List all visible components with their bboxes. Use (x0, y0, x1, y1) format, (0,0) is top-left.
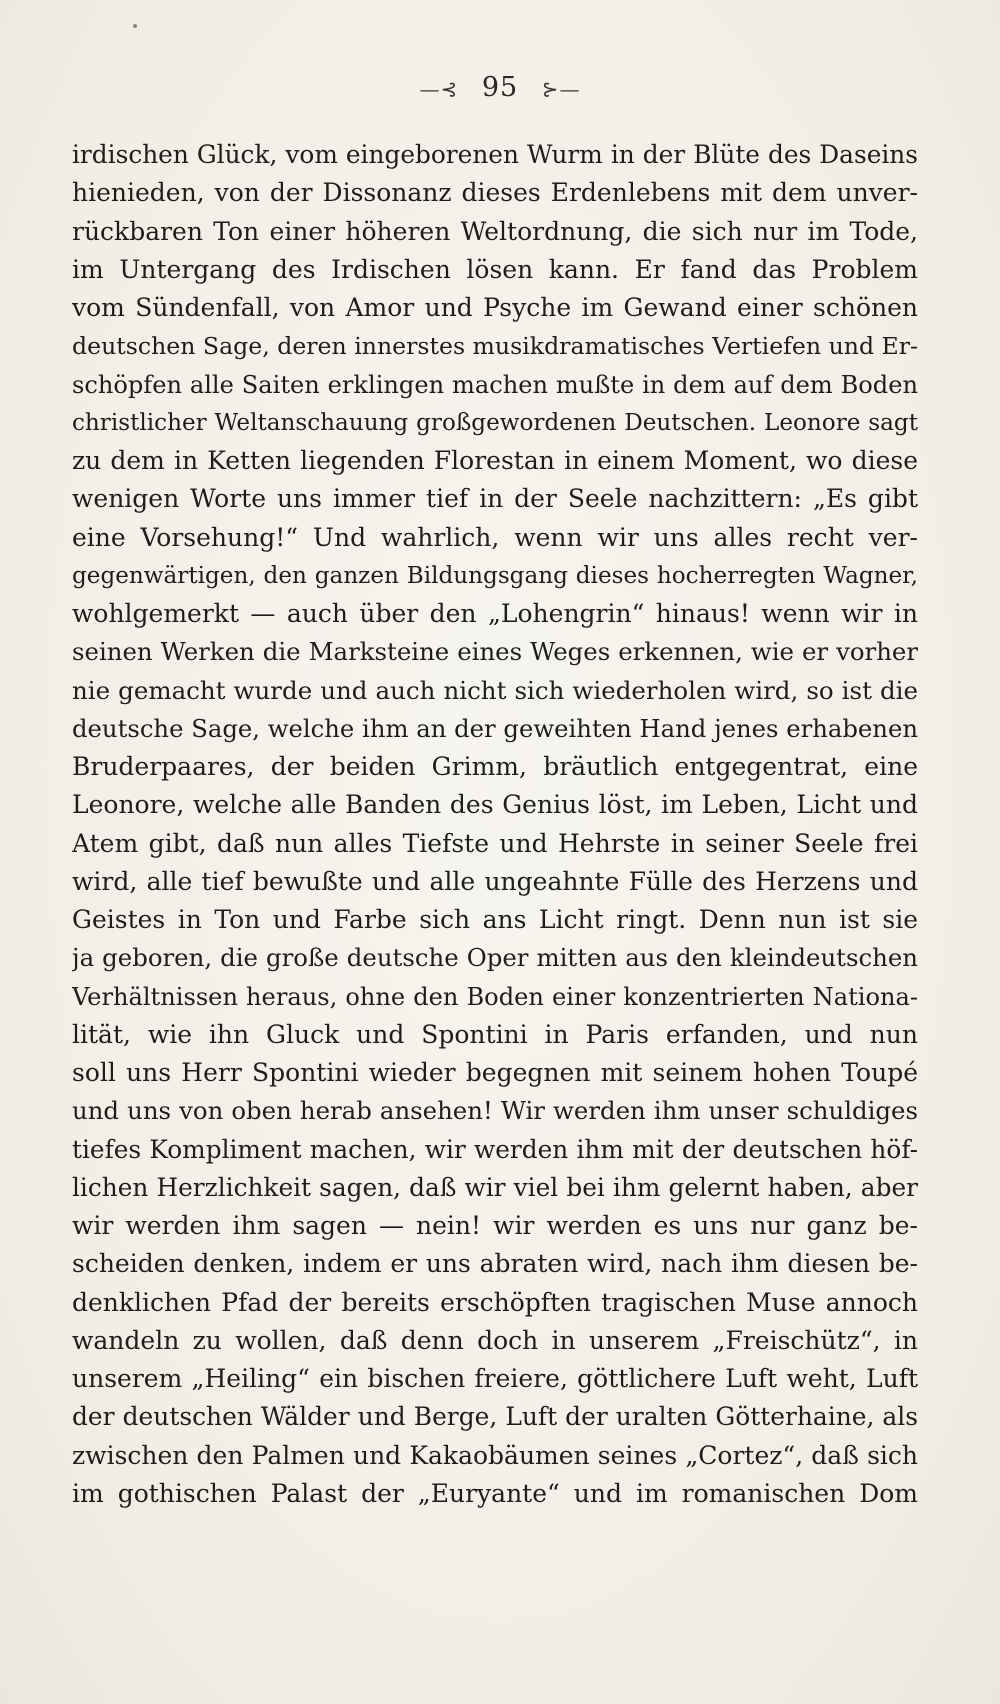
text-line: eine Vorsehung!“ Und wahrlich, wenn wir uns alles recht ver- (72, 522, 918, 552)
ornament-right: ⊱— (541, 76, 581, 101)
text-line: rückbaren Ton einer höheren Weltordnung, die sich nur im Tode, (72, 216, 918, 246)
text-line: denklichen Pfad der bereits erschöpften tragischen Muse annoch (72, 1287, 918, 1317)
text-line: deutschen Sage, deren innerstes musikdramatisches Vertiefen und Er- (72, 332, 918, 361)
text-line: schöpfen alle Saiten erklingen machen mußte in dem auf dem Boden (72, 370, 918, 399)
text-line: Atem gibt, daß nun alles Tiefste und Hehrste in seiner Seele frei (72, 828, 918, 858)
text-line: wenigen Worte uns immer tief in der Seele nachzittern: „Es gibt (72, 484, 918, 514)
text-line: vom Sündenfall, von Amor und Psyche im Gewand einer schönen (72, 293, 918, 322)
page-header (0, 72, 1000, 103)
text-line: irdischen Glück, vom eingeborenen Wurm in der Blüte des Daseins (72, 140, 918, 169)
text-line: im gothischen Palast der „Euryante“ und im romanischen Dom (72, 1478, 918, 1508)
text-line: wandeln zu wollen, daß denn doch in unserem „Freischütz“, in (72, 1325, 918, 1355)
text-line: Geistes in Ton und Farbe sich ans Licht ringt. Denn nun ist sie (72, 905, 918, 934)
text-line: deutsche Sage, welche ihm an der geweihten Hand jenes erhabenen (72, 713, 918, 743)
text-line: wird, alle tief bewußte und alle ungeahnte Fülle des Herzens und (72, 866, 918, 896)
text-line: gegenwärtigen, den ganzen Bildungsgang dieses hocherregten Wagner, (72, 562, 918, 589)
text-line: soll uns Herr Spontini wieder begegnen mit seinem hohen Toupé (72, 1058, 918, 1087)
text-line: Verhältnissen heraus, ohne den Boden einer konzentrierten Nationa- (72, 982, 918, 1011)
text-line: Leonore, welche alle Banden des Genius löst, im Leben, Licht und (72, 790, 918, 820)
text-line: tiefes Kompliment machen, wir werden ihm mit der deutschen höf- (72, 1134, 918, 1164)
text-line: seinen Werken die Marksteine eines Weges erkennen, wie er vorher (72, 637, 918, 667)
text-line: hienieden, von der Dissonanz dieses Erdenlebens mit dem unver- (72, 178, 918, 208)
ornament-left: —⊰ (419, 76, 459, 101)
text-line: zu dem in Ketten liegenden Florestan in einem Moment, wo diese (72, 446, 918, 475)
text-line: und uns von oben herab ansehen! Wir werden ihm unser schuldiges (72, 1096, 918, 1126)
text-line: im Untergang des Irdischen lösen kann. Er fand das Problem (72, 254, 918, 284)
text-line: Bruderpaares, der beiden Grimm, bräutlich entgegentrat, eine (72, 752, 918, 781)
body-text (72, 136, 918, 1513)
text-line: der deutschen Wälder und Berge, Luft der uralten Götterhaine, als (72, 1402, 918, 1432)
text-line: nie gemacht wurde und auch nicht sich wiederholen wird, so ist die (72, 675, 918, 705)
text-line: ja geboren, die große deutsche Oper mitten aus den kleindeutschen (72, 943, 918, 973)
text-line: scheiden denken, indem er uns abraten wird, nach ihm diesen be- (72, 1249, 918, 1279)
text-line: zwischen den Palmen und Kakaobäumen seines „Cortez“, daß sich (72, 1440, 918, 1470)
text-line: wohlgemerkt — auch über den „Lohengrin“ hinaus! wenn wir in (72, 599, 918, 628)
text-line: wir werden ihm sagen — nein! wir werden es uns nur ganz be- (72, 1211, 918, 1240)
text-line: lichen Herzlichkeit sagen, daß wir viel bei ihm gelernt haben, aber (72, 1172, 918, 1202)
text-line: unserem „Heiling“ ein bischen freiere, göttlichere Luft weht, Luft (72, 1364, 918, 1393)
text-line: christlicher Weltanschauung großgewordenen Deutschen. Leonore sagt (72, 409, 918, 436)
page-number: 95 (481, 72, 519, 103)
print-speck (133, 24, 137, 28)
text-line: lität, wie ihn Gluck und Spontini in Paris erfanden, und nun (72, 1019, 918, 1049)
